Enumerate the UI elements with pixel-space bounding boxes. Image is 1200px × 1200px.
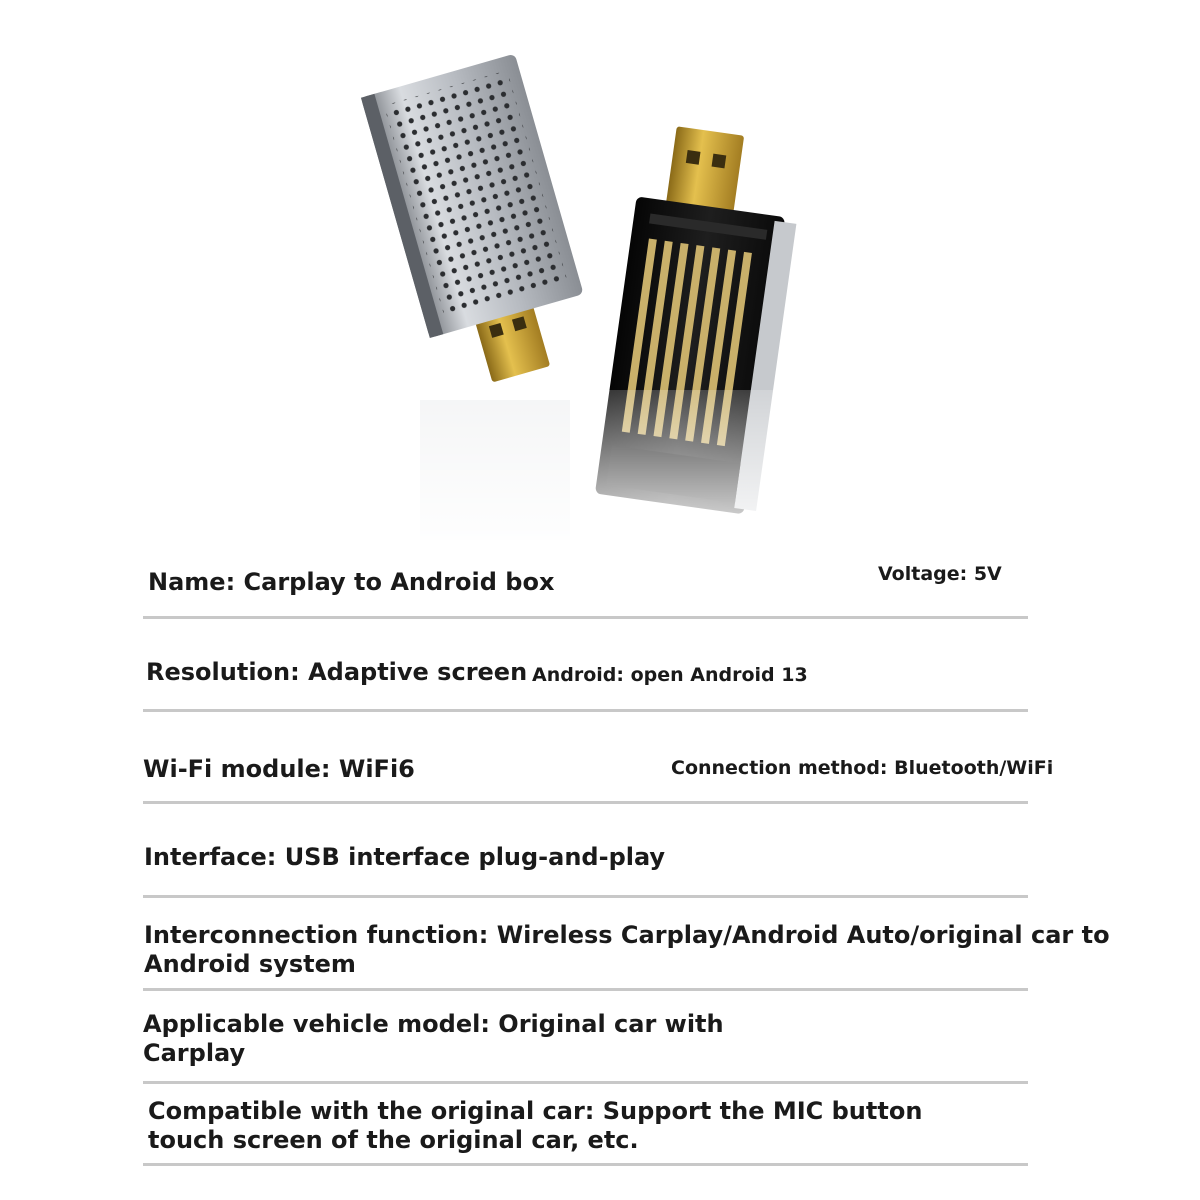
divider (143, 895, 1028, 898)
divider (143, 1163, 1028, 1166)
silver-adapter (361, 54, 600, 396)
spec-name: Name: Carplay to Android box (148, 568, 555, 596)
spec-interconnection-line1: Interconnection function: Wireless Carplay/Android Auto/original car to (144, 921, 1110, 949)
spec-vehicle-line2: Carplay (143, 1039, 246, 1067)
spec-connection-method: Connection method: Bluetooth/WiFi (671, 757, 1054, 779)
spec-interface: Interface: USB interface plug-and-play (144, 843, 666, 871)
spec-voltage: Voltage: 5V (878, 563, 1002, 585)
spec-compatible-line2: touch screen of the original car, etc. (148, 1126, 639, 1154)
spec-android: Android: open Android 13 (532, 664, 808, 686)
spec-compatible-line1: Compatible with the original car: Support the MIC button (148, 1097, 923, 1125)
divider (143, 709, 1028, 712)
product-image (330, 40, 850, 560)
divider (143, 616, 1028, 619)
spec-wifi-module: Wi-Fi module: WiFi6 (143, 755, 415, 783)
spec-resolution: Resolution: Adaptive screen (146, 658, 528, 686)
spec-vehicle-line1: Applicable vehicle model: Original car with (143, 1010, 724, 1038)
divider (143, 1081, 1028, 1084)
spec-interconnection-line2: Android system (144, 950, 356, 978)
divider (143, 988, 1028, 991)
divider (143, 801, 1028, 804)
